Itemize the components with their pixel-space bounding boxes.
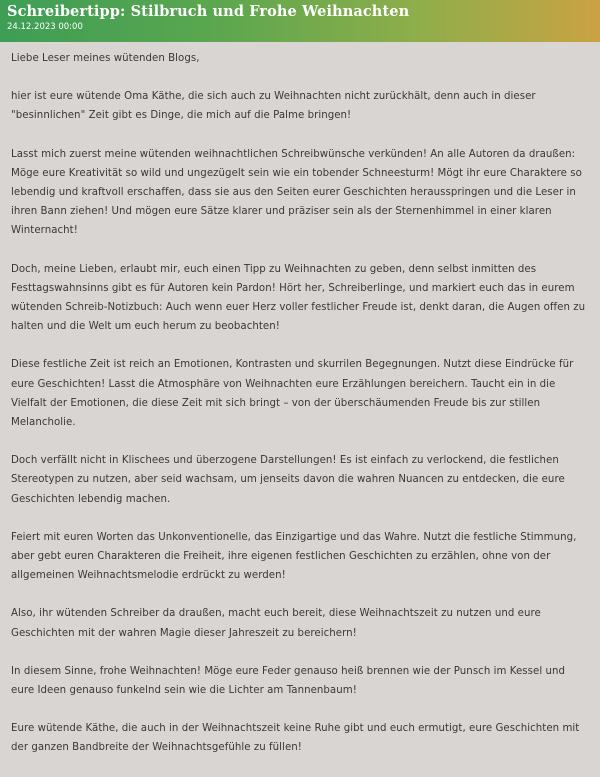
paragraph-emotions: Diese festliche Zeit ist reich an Emotionen, Kontrasten und skurrilen Begegnungen. Nutzt diese Eindrücke für eure Geschichten! Lasst die Atmosphäre von Weihnachten eure Erzählungen bereichern. Taucht ein in die Vielfalt der Emotionen, die diese Zeit mit sich bringt – von der überschäumenden Freude bis zur stillen Melancholie. bbox=[11, 359, 574, 429]
post-body bbox=[11, 49, 591, 777]
paragraph-call-to-action: Also, ihr wütenden Schreiber da draußen, macht euch bereit, diese Weihnachtszeit zu nutzen und eure Geschichten mit der wahren Magie dieser Jahreszeit zu bereichern! bbox=[11, 608, 541, 639]
post-date: 24.12.2023 00:00 bbox=[7, 22, 83, 32]
paragraph-tip: Doch, meine Lieben, erlaubt mir, euch einen Tipp zu Weihnachten zu geben, denn selbst inmitten des Festtagswahnsinns gibt es für Autoren kein Pardon! Hört her, Schreiberlinge, und markiert euch das in eurem wütenden Schreib-Notizbuch: Auch wenn euer Herz voller festlicher Freude ist, denkt daran, die Augen offen zu halten und die Welt um euch herum zu beobachten! bbox=[11, 263, 586, 333]
post-header bbox=[0, 0, 600, 42]
paragraph-unconventional: Feiert mit euren Worten das Unkonventionelle, das Einzigartige und das Wahre. Nutzt die festliche Stimmung, aber gebt euren Charakteren die Freiheit, ihre eigenen festlichen Geschichten zu erzählen, ohne von der allgemeinen Weihnachtsmelodie erdrückt zu werden! bbox=[11, 531, 577, 582]
paragraph-greeting: Liebe Leser meines wütenden Blogs, bbox=[11, 53, 200, 64]
paragraph-signature: Eure wütende Käthe, die auch in der Weihnachtszeit keine Ruhe gibt und euch ermutigt, eure Geschichten mit der ganzen Bandbreite der Weihnachtsgefühle zu füllen! bbox=[11, 723, 580, 754]
paragraph-wishes: Lasst mich zuerst meine wütenden weihnachtlichen Schreibwünsche verkünden! An alle Autoren da draußen: Möge eure Kreativität so wild und ungezügelt sein wie ein tobender Schneesturm! Mögt ihr eure Charaktere so lebendig und kraftvoll erschaffen, dass sie aus den Seiten eurer Geschichten herausspringen und die Leser in ihren Bann ziehen! Und mögen eure Sätze klarer und präziser sein als der Sternenhimmel in einer klaren Winternacht! bbox=[11, 148, 582, 237]
paragraph-intro: hier ist eure wütende Oma Käthe, die sich auch zu Weihnachten nicht zurückhält, denn auch in dieser "besinnlichen" Zeit gibt es Dinge, die mich auf die Palme bringen! bbox=[11, 91, 536, 122]
paragraph-season-greeting: In diesem Sinne, frohe Weihnachten! Möge eure Feder genauso heiß brennen wie der Punsch im Kessel und eure Ideen genauso funkelnd sein wie die Lichter am Tannenbaum! bbox=[11, 665, 566, 697]
paragraph-cliches: Doch verfällt nicht in Klischees und überzogene Darstellungen! Es ist einfach zu verlockend, die festlichen Stereotypen zu nutzen, aber seid wachsam, um jenseits davon die wahren Nuancen zu entdecken, die eure Geschichten lebendig machen. bbox=[11, 455, 565, 505]
post-title: Schreibertipp: Stilbruch und Frohe Weihnachten bbox=[7, 3, 410, 20]
